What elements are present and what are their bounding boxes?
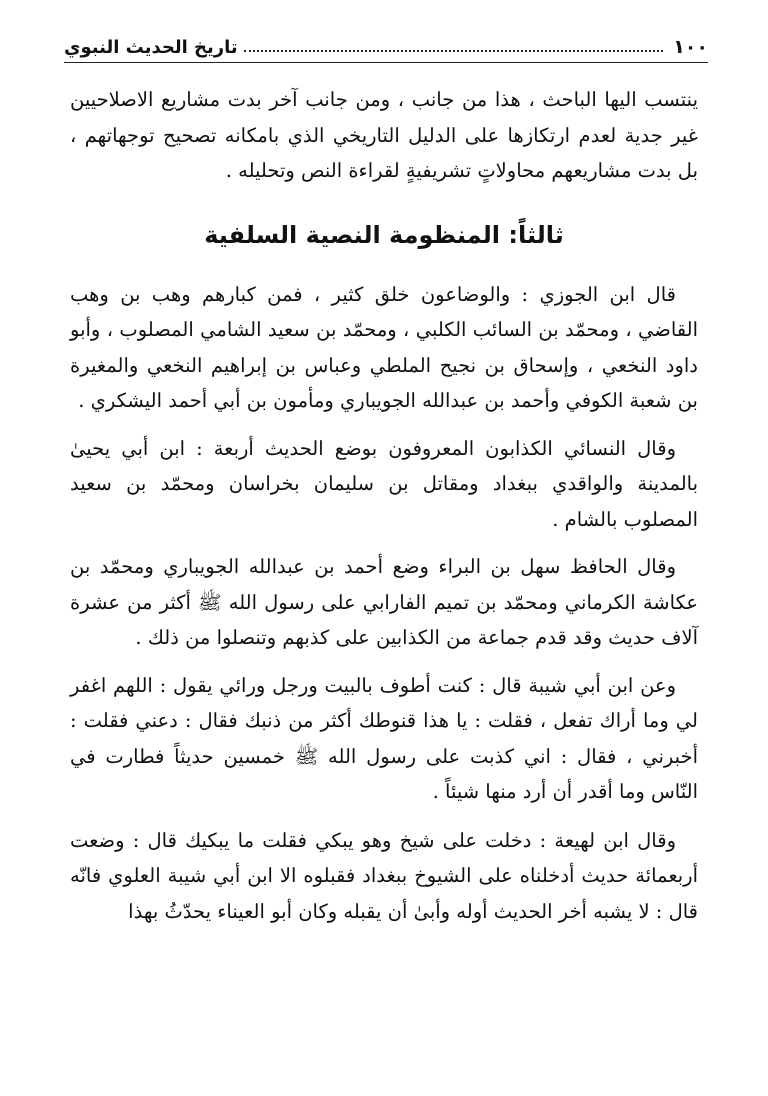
paragraph-ibn-abi-shayba: وعن ابن أبي شيبة قال : كنت أطوف بالبيت ورجل ورائي يقول : اللهم اغفر لي وما أراك تفعل ، فقلت : يا هذا قنوطك أكثر من ذنبك فقال : دعني فقلت : أخبرني ، فقال : اني كذبت على رسول الله ﷺ خمسين حديثاً فطارت في النّاس وما أقدر أن أرد منها شيئاً . [70, 673, 698, 803]
intro-paragraph: ينتسب اليها الباحث ، هذا من جانب ، ومن جانب آخر بدت مشاريع الاصلاحيين غير جدية لعدم ارتكازها على الدليل التاريخي الذي بامكانه تصحيح توجهاتهم ، بل بدت مشاريعهم محاولاتٍ تشريفيةٍ لقراءة النص وتحليله . [70, 88, 698, 182]
page-number: ١٠٠ [673, 36, 708, 58]
paragraph-nasai: وقال النسائي الكذابون المعروفون بوضع الحديث أربعة : ابن أبي يحيىٰ بالمدينة والواقدي ببغداد ومقاتل بن سليمان بخراسان ومحمّد بن سعيد المصلوب بالشام . [70, 436, 698, 531]
running-header [64, 30, 708, 58]
paragraph-sahl-ibn-al-bara: وقال الحافظ سهل بن البراء وضع أحمد بن عبدالله الجويباري ومحمّد بن عكاشة الكرماني ومحمّد بن تميم الفارابي على رسول الله ﷺ أكثر من عشرة آلاف حديث وقد قدم جماعة من الكذابين على كذبهم وتنصلوا من ذلك . [70, 555, 698, 649]
header-rule [64, 62, 708, 63]
paragraph-ibn-lahia: وقال ابن لهيعة : دخلت على شيخ وهو يبكي فقلت ما يبكيك قال : وضعت أربعمائة حديث أدخلناه على الشيوخ ببغداد فقبلوه الا ابن أبي شيبة العلوي فانّه قال : لا يشبه أخر الحديث أوله وأبىٰ أن يقبله وكان أبو العيناء يحدّثُ بهذا [70, 828, 698, 923]
body-text [70, 82, 698, 929]
section-heading: ثالثاً: المنظومة النصية السلفية [204, 220, 564, 249]
paragraph-ibn-al-jawzi: قال ابن الجوزي : والوضاعون خلق كثير ، فمن كبارهم وهب بن وهب القاضي ، ومحمّد بن السائب الكلبي ، ومحمّد بن سعيد الشامي المصلوب ، وأبو داود النخعي ، وإسحاق بن نجيح الملطي وعباس بن إبراهيم النخعي والمغيرة بن شعبة الكوفي وأحمد بن عبدالله الجويباري ومأمون بن أبي أحمد اليشكري . [70, 282, 698, 412]
leader-dots [244, 50, 664, 52]
running-title: تاريخ الحديث النبوي [64, 37, 238, 58]
